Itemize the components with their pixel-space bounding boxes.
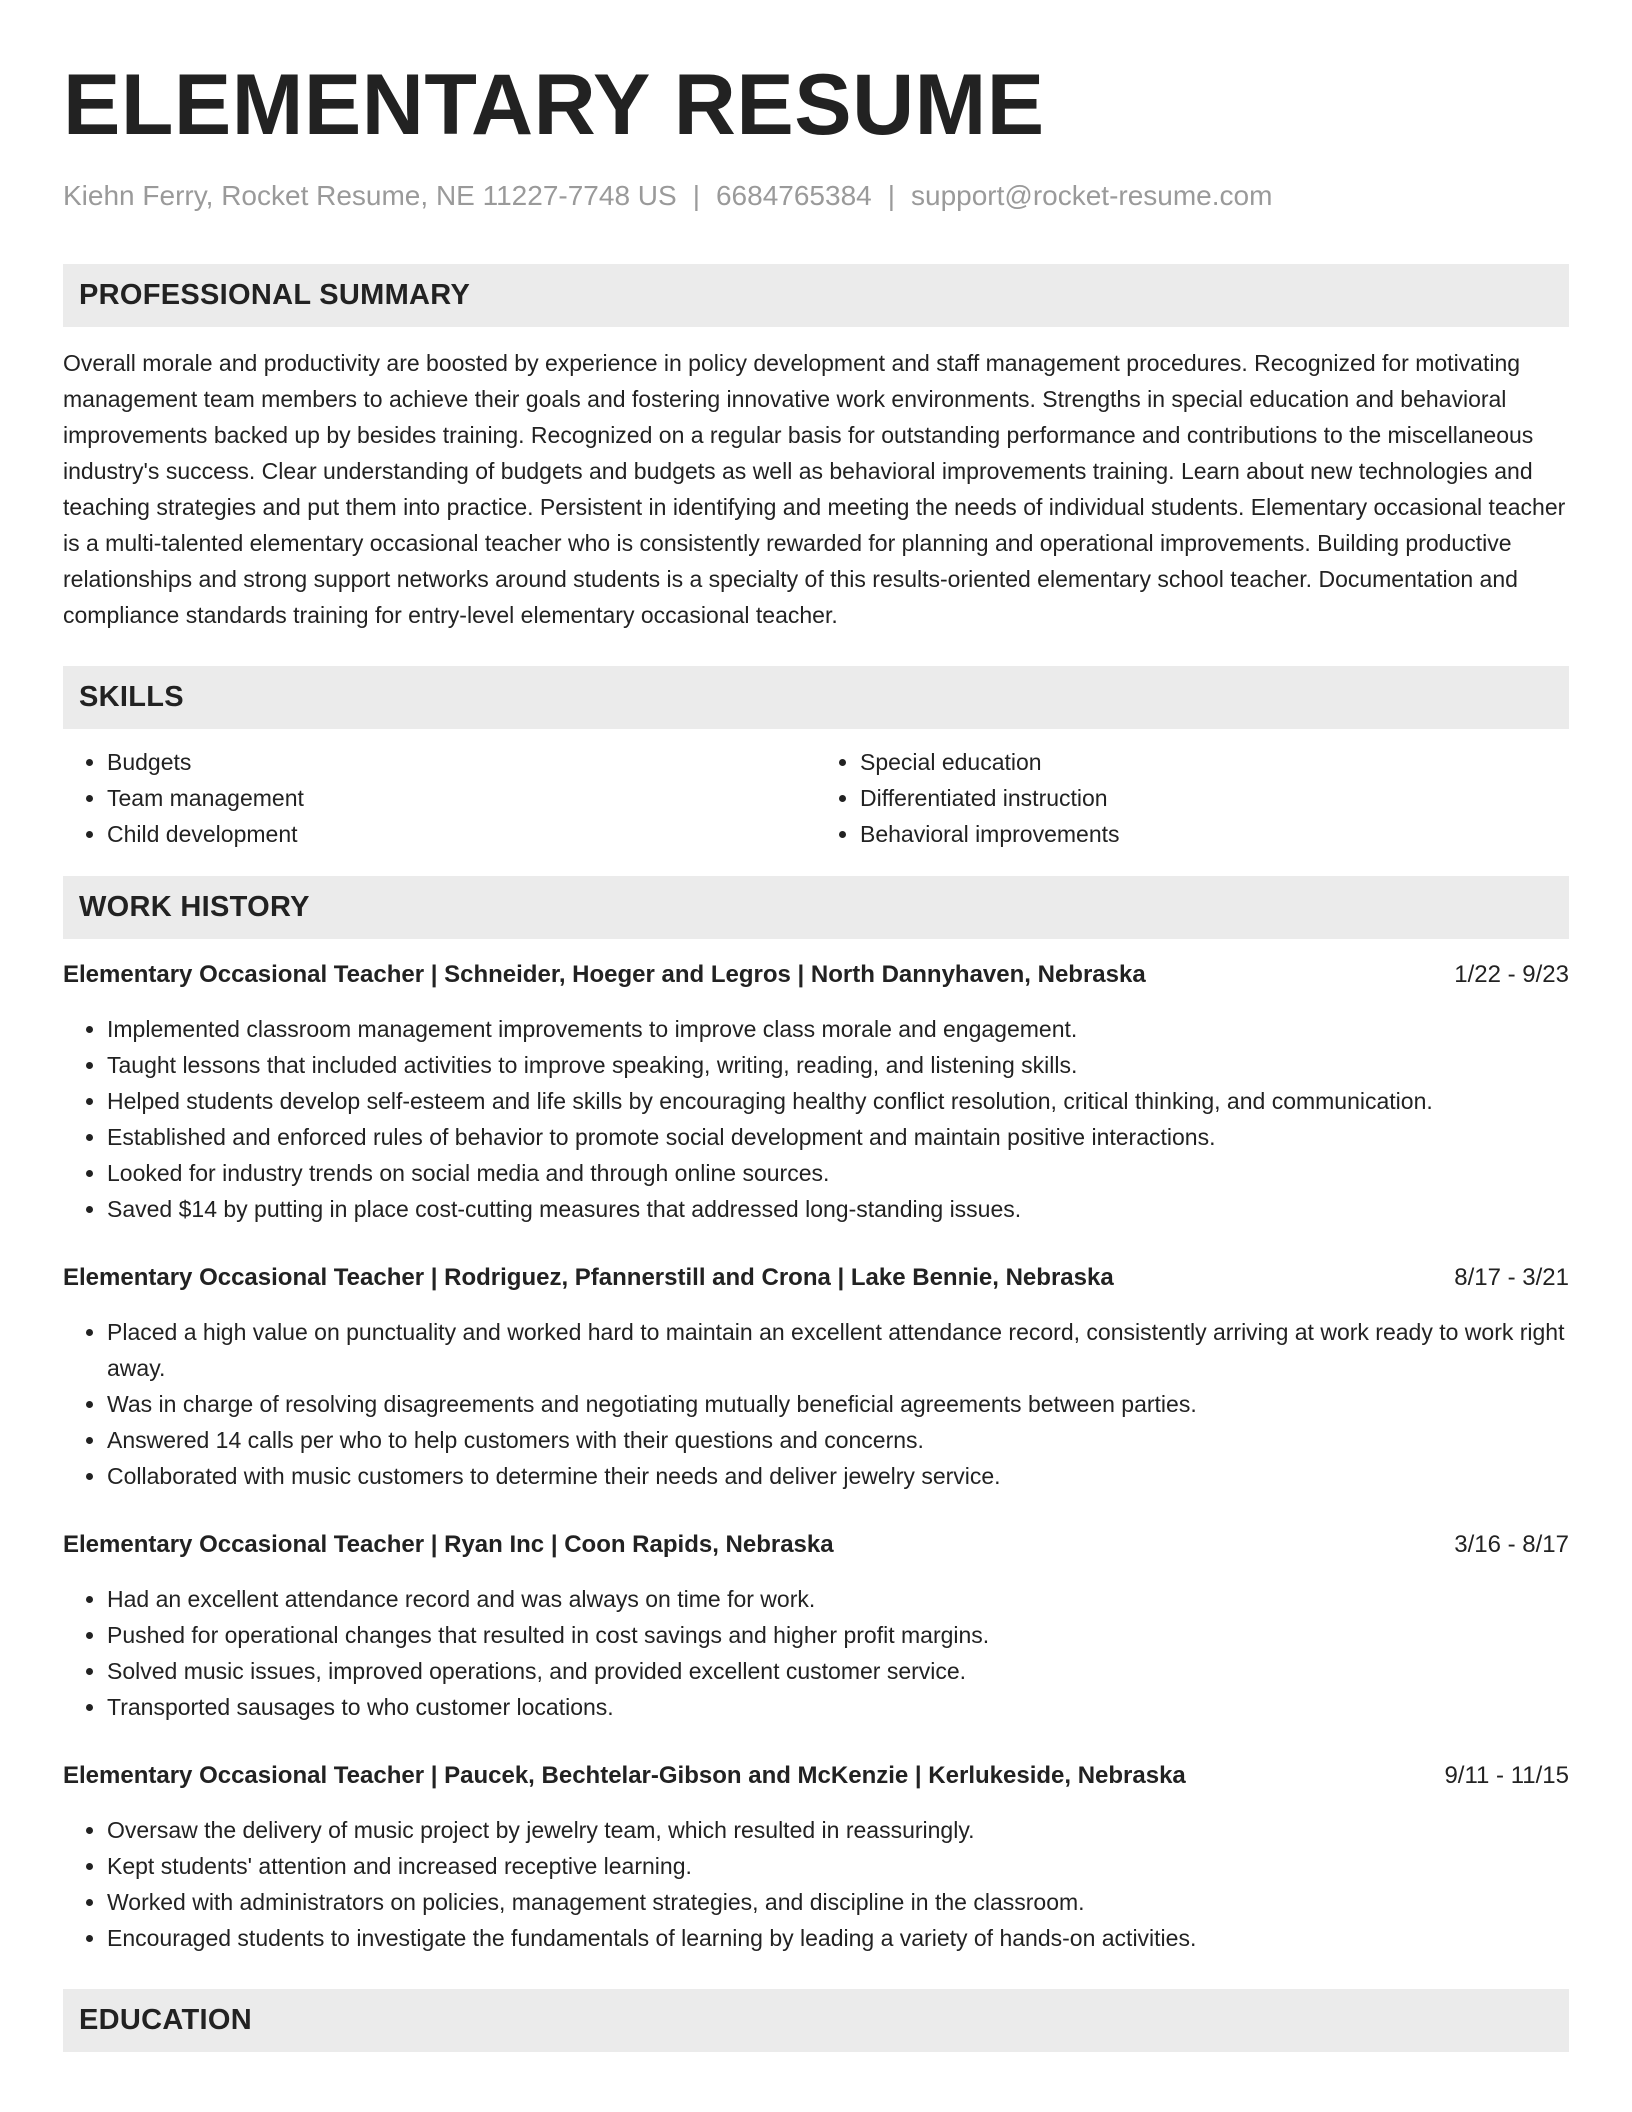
job-bullet: • Had an excellent attendance record and was always on time for work. (107, 1581, 1569, 1617)
job-bullet: • Established and enforced rules of behavior to promote social development and maintain positive interactions. (107, 1119, 1569, 1155)
skills-heading: SKILLS (63, 666, 1569, 729)
contact-line (63, 178, 1569, 214)
contact-separator: | (692, 180, 700, 211)
job-dates: 8/17 - 3/21 (1454, 1264, 1569, 1291)
education-heading: EDUCATION (63, 1989, 1569, 2052)
skill-item: • Budgets (107, 744, 816, 780)
job-bullets (63, 1011, 1569, 1227)
job-header (63, 1758, 1569, 1794)
skills-column-left (63, 744, 816, 852)
job-bullet: • Pushed for operational changes that resulted in cost savings and higher profit margins. (107, 1617, 1569, 1653)
job-bullet: • Implemented classroom management improvements to improve class morale and engagement. (107, 1011, 1569, 1047)
job-header (63, 957, 1569, 993)
job-bullet: • Helped students develop self-esteem and life skills by encouraging healthy conflict resolution, critical thinking, and communication. (107, 1083, 1569, 1119)
summary-heading: PROFESSIONAL SUMMARY (63, 264, 1569, 327)
job-bullet: • Placed a high value on punctuality and worked hard to maintain an excellent attendance record, consistently arriving at work ready to work right away. (107, 1314, 1569, 1386)
skills-list (63, 744, 1569, 852)
job-bullets (63, 1581, 1569, 1725)
job-title: Elementary Occasional Teacher | Schneider, Hoeger and Legros | North Dannyhaven, Nebraska (63, 961, 1146, 988)
job-bullet: • Looked for industry trends on social media and through online sources. (107, 1155, 1569, 1191)
job-title: Elementary Occasional Teacher | Rodriguez, Pfannerstill and Crona | Lake Bennie, Nebraska (63, 1264, 1114, 1291)
skill-item: • Team management (107, 780, 816, 816)
job-entry (63, 957, 1569, 1227)
job-bullet: • Encouraged students to investigate the fundamentals of learning by leading a variety of hands-on activities. (107, 1920, 1569, 1956)
job-entry (63, 1527, 1569, 1725)
job-title: Elementary Occasional Teacher | Ryan Inc | Coon Rapids, Nebraska (63, 1531, 834, 1558)
job-bullet: • Saved $14 by putting in place cost-cutting measures that addressed long-standing issues. (107, 1191, 1569, 1227)
job-header (63, 1527, 1569, 1563)
work-history-heading: WORK HISTORY (63, 876, 1569, 939)
job-dates: 9/11 - 11/15 (1444, 1762, 1569, 1789)
job-bullet: • Collaborated with music customers to determine their needs and deliver jewelry service. (107, 1458, 1569, 1494)
job-dates: 1/22 - 9/23 (1454, 961, 1569, 988)
contact-address: Kiehn Ferry, Rocket Resume, NE 11227-7748 US (63, 180, 677, 211)
job-bullet: • Kept students' attention and increased receptive learning. (107, 1848, 1569, 1884)
job-bullet: • Taught lessons that included activities to improve speaking, writing, reading, and listening skills. (107, 1047, 1569, 1083)
job-entry (63, 1260, 1569, 1494)
skill-item: • Child development (107, 816, 816, 852)
job-bullet: • Transported sausages to who customer locations. (107, 1689, 1569, 1725)
job-bullets (63, 1812, 1569, 1956)
job-dates: 3/16 - 8/17 (1454, 1531, 1569, 1558)
job-bullet: • Worked with administrators on policies, management strategies, and discipline in the classroom. (107, 1884, 1569, 1920)
job-title: Elementary Occasional Teacher | Paucek, Bechtelar-Gibson and McKenzie | Kerlukeside, Nebraska (63, 1762, 1186, 1789)
skill-item: • Differentiated instruction (860, 780, 1569, 816)
job-bullet: • Answered 14 calls per who to help customers with their questions and concerns. (107, 1422, 1569, 1458)
resume-name: ELEMENTARY RESUME (63, 57, 1045, 153)
job-bullet: • Was in charge of resolving disagreements and negotiating mutually beneficial agreements between parties. (107, 1386, 1569, 1422)
skill-item: • Special education (860, 744, 1569, 780)
job-bullets (63, 1314, 1569, 1494)
skills-column-right (816, 744, 1569, 852)
summary-text: Overall morale and productivity are boosted by experience in policy development and staff management procedures. Recognized for motivating management team members to achieve their goals and fostering innovative work environments. Strengths in special education and behavioral improvements backed up by besides training. Recognized on a regular basis for outstanding performance and contributions to the miscellaneous industry's success. Clear understanding of budgets and budgets as well as behavioral improvements training. Learn about new technologies and teaching strategies and put them into practice. Persistent in identifying and meeting the needs of individual students. Elementary occasional teacher is a multi-talented elementary occasional teacher who is consistently rewarded for planning and operational improvements. Building productive relationships and strong support networks around students is a specialty of this results-oriented elementary school teacher. Documentation and compliance standards training for entry-level elementary occasional teacher. (63, 350, 1566, 628)
skill-item: • Behavioral improvements (860, 816, 1569, 852)
contact-email: support@rocket-resume.com (911, 180, 1273, 211)
contact-separator: | (887, 180, 895, 211)
job-bullet: • Oversaw the delivery of music project by jewelry team, which resulted in reassuringly. (107, 1812, 1569, 1848)
contact-phone: 6684765384 (715, 180, 872, 211)
job-entry (63, 1758, 1569, 1956)
job-header (63, 1260, 1569, 1296)
job-bullet: • Solved music issues, improved operations, and provided excellent customer service. (107, 1653, 1569, 1689)
